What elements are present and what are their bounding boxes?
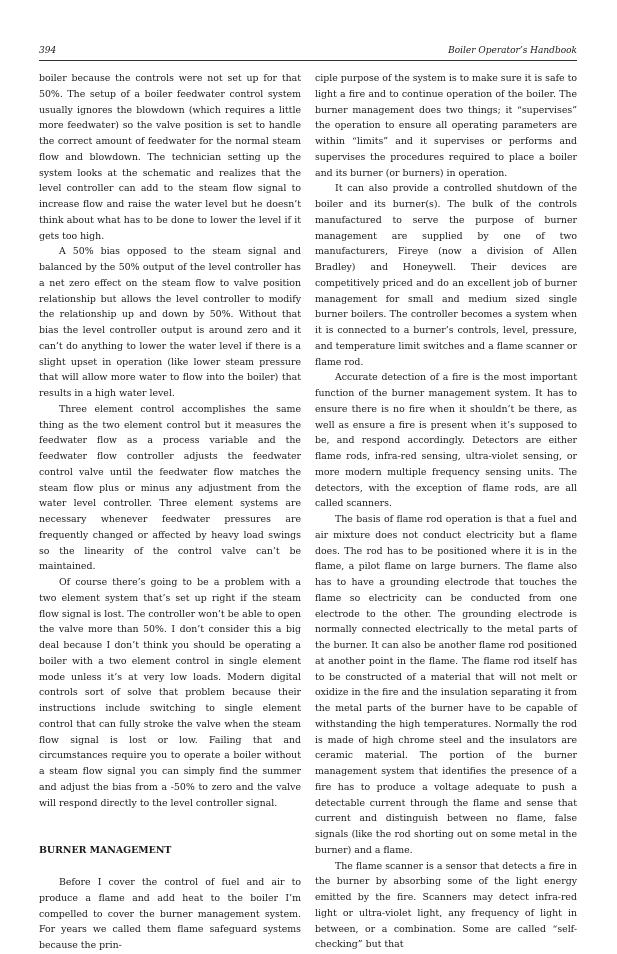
paragraph: A 50% bias opposed to the steam signal and balanced by the 50% output of the level controller has a net zero effect on the steam flow to valve position relationship but allows the level controller to modify the relationship up and down by 50%. Without that bias the level controller output is around zero and it can’t do anything to lower the water level if there is a slight upset in operation (like lower steam pressure that will allow more water to flow into the boiler) that results in a high water level. bbox=[39, 246, 301, 399]
paragraph: ciple purpose of the system is to make sure it is safe to light a fire and to continue operation of the boiler. The burner management does two things; it “supervises” the operation to ensure all operating parameters are within “limits” and it supervises or performs and supervises the procedures required to place a boiler and its burner (or burners) in operation. bbox=[315, 73, 577, 179]
paragraph: The flame scanner is a sensor that detects a fire in the burner by absorbing some of the light energy emitted by the fire. Scanners may detect infra-red light or ultra-violet light, any frequency of light in between, or a combination. Some are called “self-checking” but that bbox=[315, 860, 577, 951]
running-header-title: Boiler Operator’s Handbook bbox=[448, 46, 577, 56]
paragraph: Three element control accomplishes the same thing as the two element control but it measures the feedwater flow as a process variable and the feedwater flow controller adjusts the feedwater control valve until the feedwater flow matches the steam flow plus or minus any adjustment from the water level controller. Three element systems are necessary whenever feedwater pressures are frequently changed or affected by heavy load swings so the linearity of the control valve can’t be maintained. bbox=[39, 403, 301, 573]
paragraph: Of course there’s going to be a problem with a two element system that’s set up right if the steam flow signal is lost. The controller won’t be able to open the valve more than 50%. I don’t consider this a big deal because I don’t think you should be operating a boiler with a two element control in single element mode unless it’s at very low loads. Modern digital controls sort of solve that problem because their instructions include switching to single element control that can fully stroke the valve when the steam flow signal is lost or low. Failing that and circumstances require you to operate a boiler without a steam flow signal you can simply find the summer and adjust the bias from a -50% to zero and the valve will respond directly to the level controller signal. bbox=[39, 577, 301, 809]
page-number: 394 bbox=[39, 46, 57, 56]
section-heading: BURNER MANAGEMENT bbox=[39, 845, 172, 857]
paragraph: Accurate detection of a fire is the most important function of the burner management system. It has to ensure there is no fire when it shouldn’t be there, as well as ensure a fire is present when it’s supposed to be, and respond accordingly. Detectors are either flame rods, infra-red sensing, ultra-violet sensing, or more modern multiple frequency sensing units. The detectors, with the exception of flame rods, are all called scanners. bbox=[315, 372, 577, 510]
paragraph: It can also provide a controlled shutdown of the boiler and its burner(s). The bulk of the controls manufactured to serve the purpose of burner management are supplied by one of two manufacturers, Fireye (now a division of Allen Bradley) and Honeywell. Their devices are competitively priced and do an excellent job of burner management for small and medium sized single burner boilers. The controller becomes a system when it is connected to a burner’s controls, level, pressure, and temperature limit switches and a flame scanner or flame rod. bbox=[315, 183, 577, 368]
header-rule bbox=[39, 60, 577, 61]
left-column bbox=[39, 71, 301, 954]
paragraph: boiler because the controls were not set up for that 50%. The setup of a boiler feedwater control system usually ignores the blowdown (which requires a little more feedwater) so the valve position is set to handle the correct amount of feedwater for the normal steam flow and blowdown. The technician setting up the system looks at the schematic and realizes that the level controller can add to the steam flow signal to increase flow and raise the water level but he doesn’t think about what has to be done to lower the level if it gets too high. bbox=[39, 73, 301, 242]
right-column bbox=[315, 71, 577, 953]
paragraph: The basis of flame rod operation is that a fuel and air mixture does not conduct electricity but a flame does. The rod has to be positioned where it is in the flame, a pilot flame on large burners. The flame also has to have a grounding electrode that touches the flame so electricity can be conducted from one electrode to the other. The grounding electrode is normally connected electrically to the metal parts of the burner. It can also be another flame rod positioned at another point in the flame. The flame rod itself has to be constructed of a material that will not melt or oxidize in the fire and the insulation separating it from the metal parts of the burner have to be capable of withstanding the high temperatures. Normally the rod is made of high chrome steel and the insulators are ceramic material. The portion of the burner management system that identifies the presence of a fire has to produce a voltage adequate to push a detectable current through the flame and sense that current and distinguish between no flame, false signals (like the rod shorting out on some metal in the burner) and a flame. bbox=[315, 514, 577, 856]
paragraph: Before I cover the control of fuel and air to produce a flame and add heat to the boiler I’m compelled to cover the burner management system. For years we called them flame safeguard systems because the prin- bbox=[39, 877, 301, 951]
